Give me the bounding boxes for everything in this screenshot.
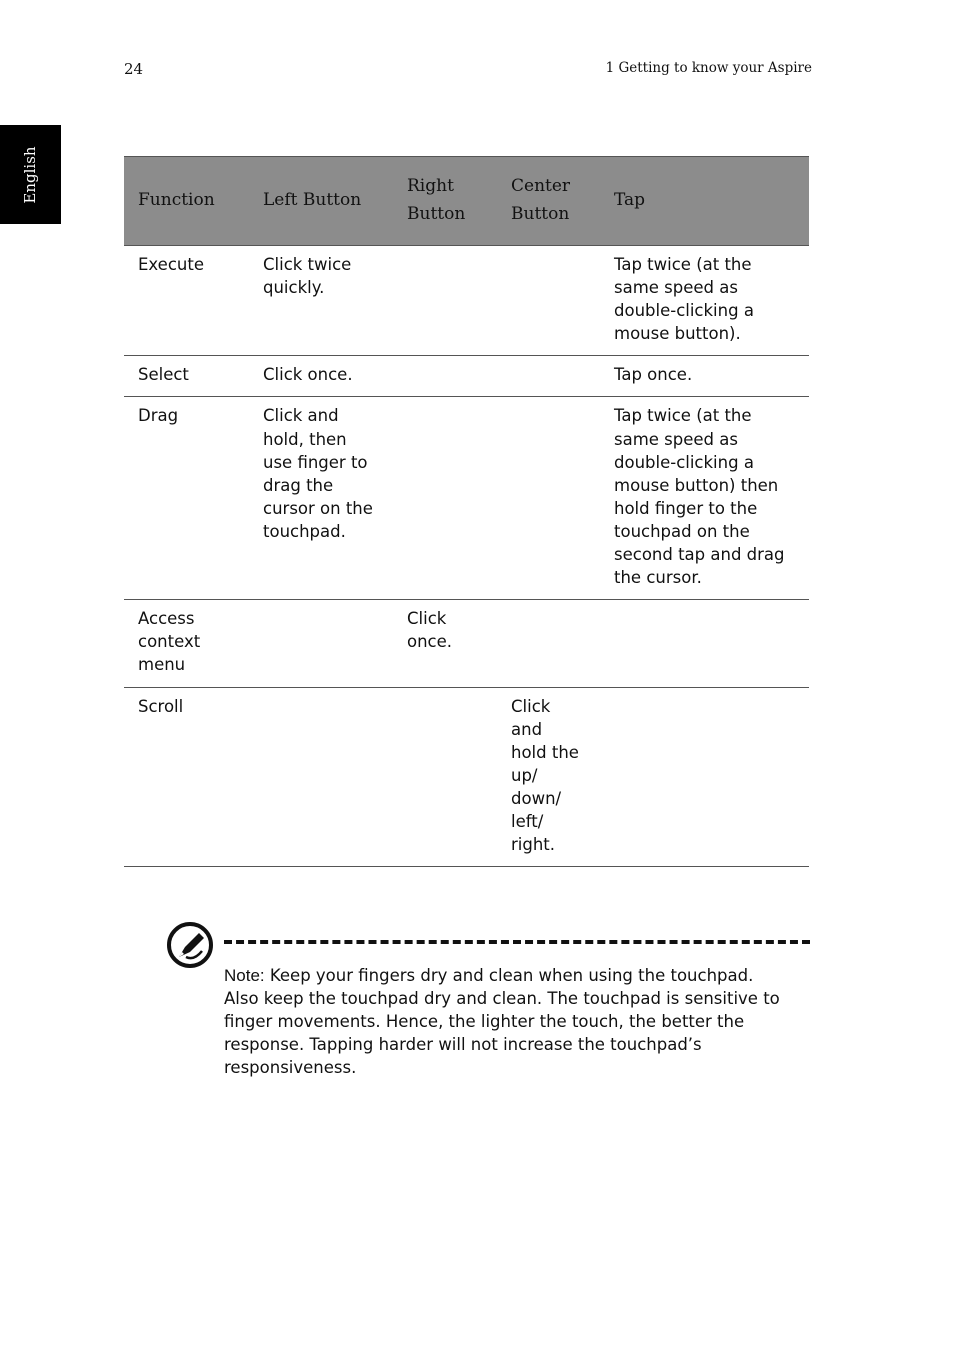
cell-line: Click (407, 609, 447, 629)
table-cell-center-button (497, 687, 600, 867)
cell-line: Tap once. (614, 365, 693, 385)
cell-line: same speed as (614, 429, 738, 449)
cell-line: drag the (263, 475, 334, 495)
column-header-function (124, 157, 249, 246)
cell-line: Click twice (263, 255, 352, 274)
cell-line: and (511, 719, 543, 739)
table-cell-center-button (497, 600, 600, 687)
cell-line: the cursor. (614, 568, 702, 588)
cell-line: up/ (511, 765, 538, 785)
column-header-line: Tap (614, 190, 646, 210)
column-header-line: Button (407, 204, 466, 224)
column-header-line: Right (407, 176, 454, 196)
table-cell-tap (600, 687, 809, 867)
cell-line: hold, then (263, 429, 347, 449)
table-cell-tap (600, 600, 809, 687)
note-label: Note: (224, 966, 265, 985)
page-number: 24 (124, 60, 144, 78)
cell-line: Drag (138, 406, 179, 426)
note-text (224, 964, 810, 1079)
cell-line: mouse button). (614, 324, 741, 344)
table-cell-center-button (497, 397, 600, 600)
table-row (124, 600, 809, 687)
cell-line: menu (138, 655, 186, 675)
column-header-left-button (249, 157, 393, 246)
table-cell-right-button (393, 246, 497, 356)
table-cell-center-button (497, 356, 600, 397)
table-cell-function (124, 356, 249, 397)
table-cell-tap (600, 356, 809, 397)
table-row (124, 397, 809, 600)
note-line: Keep your fingers dry and clean when using the touchpad. (269, 966, 754, 985)
note-line: finger movements. Hence, the lighter the touch, the better the (224, 1012, 745, 1032)
cell-line: Execute (138, 255, 204, 274)
note-line: responsiveness. (224, 1058, 357, 1078)
running-head: 1 Getting to know your Aspire (605, 60, 812, 76)
table-cell-right-button (393, 397, 497, 600)
table-cell-function (124, 397, 249, 600)
note-line: response. Tapping harder will not increase the touchpad’s (224, 1035, 702, 1055)
table-cell-tap (600, 246, 809, 356)
cell-line: hold finger to the (614, 498, 758, 518)
column-header-line: Center (511, 176, 571, 196)
cell-line: right. (511, 835, 556, 855)
table-cell-right-button (393, 600, 497, 687)
cell-line: touchpad on the (614, 521, 750, 541)
cell-line: Click once. (263, 365, 353, 385)
table-cell-function (124, 246, 249, 356)
touchpad-function-table (124, 156, 809, 867)
cell-line: hold the (511, 742, 579, 762)
cell-line: context (138, 632, 201, 652)
table-cell-left-button (249, 246, 393, 356)
cell-line: Tap twice (at the (614, 255, 752, 274)
table-cell-left-button (249, 687, 393, 867)
table-cell-tap (600, 397, 809, 600)
cell-line: Access (138, 609, 195, 629)
cell-line: Click and (263, 406, 339, 426)
cell-line: quickly. (263, 278, 325, 298)
cell-line: double-clicking a (614, 452, 754, 472)
cell-line: left/ (511, 811, 544, 831)
note-pencil-icon (166, 921, 214, 969)
table-cell-right-button (393, 356, 497, 397)
cell-line: mouse button) then (614, 475, 779, 495)
cell-line: Tap twice (at the (614, 406, 752, 426)
table-row (124, 687, 809, 867)
language-tab-label: English (21, 146, 39, 204)
cell-line: Scroll (138, 696, 184, 716)
table-cell-function (124, 687, 249, 867)
cell-line: touchpad. (263, 521, 346, 541)
cell-line: second tap and drag (614, 545, 785, 565)
cell-line: down/ (511, 788, 562, 808)
column-header-line: Left Button (263, 190, 362, 210)
table-cell-left-button (249, 600, 393, 687)
table-cell-left-button (249, 356, 393, 397)
cell-line: double-clicking a (614, 301, 754, 321)
cell-line: Select (138, 365, 189, 385)
table-row (124, 356, 809, 397)
cell-line: same speed as (614, 278, 738, 298)
table-header-row (124, 157, 809, 246)
cell-line: cursor on the (263, 498, 373, 518)
note-line: Also keep the touchpad dry and clean. The touchpad is sensitive to (224, 989, 780, 1009)
column-header-right-button (393, 157, 497, 246)
column-header-line: Button (511, 204, 570, 224)
note-dotted-divider (224, 940, 810, 944)
language-side-tab (0, 125, 61, 224)
table-cell-left-button (249, 397, 393, 600)
column-header-center-button (497, 157, 600, 246)
cell-line: use finger to (263, 452, 368, 472)
cell-line: once. (407, 632, 453, 652)
table-row (124, 246, 809, 356)
table-cell-function (124, 600, 249, 687)
table-cell-center-button (497, 246, 600, 356)
column-header-tap (600, 157, 809, 246)
column-header-line: Function (138, 190, 215, 210)
table-body (124, 246, 809, 867)
cell-line: Click (511, 696, 551, 716)
table-cell-right-button (393, 687, 497, 867)
